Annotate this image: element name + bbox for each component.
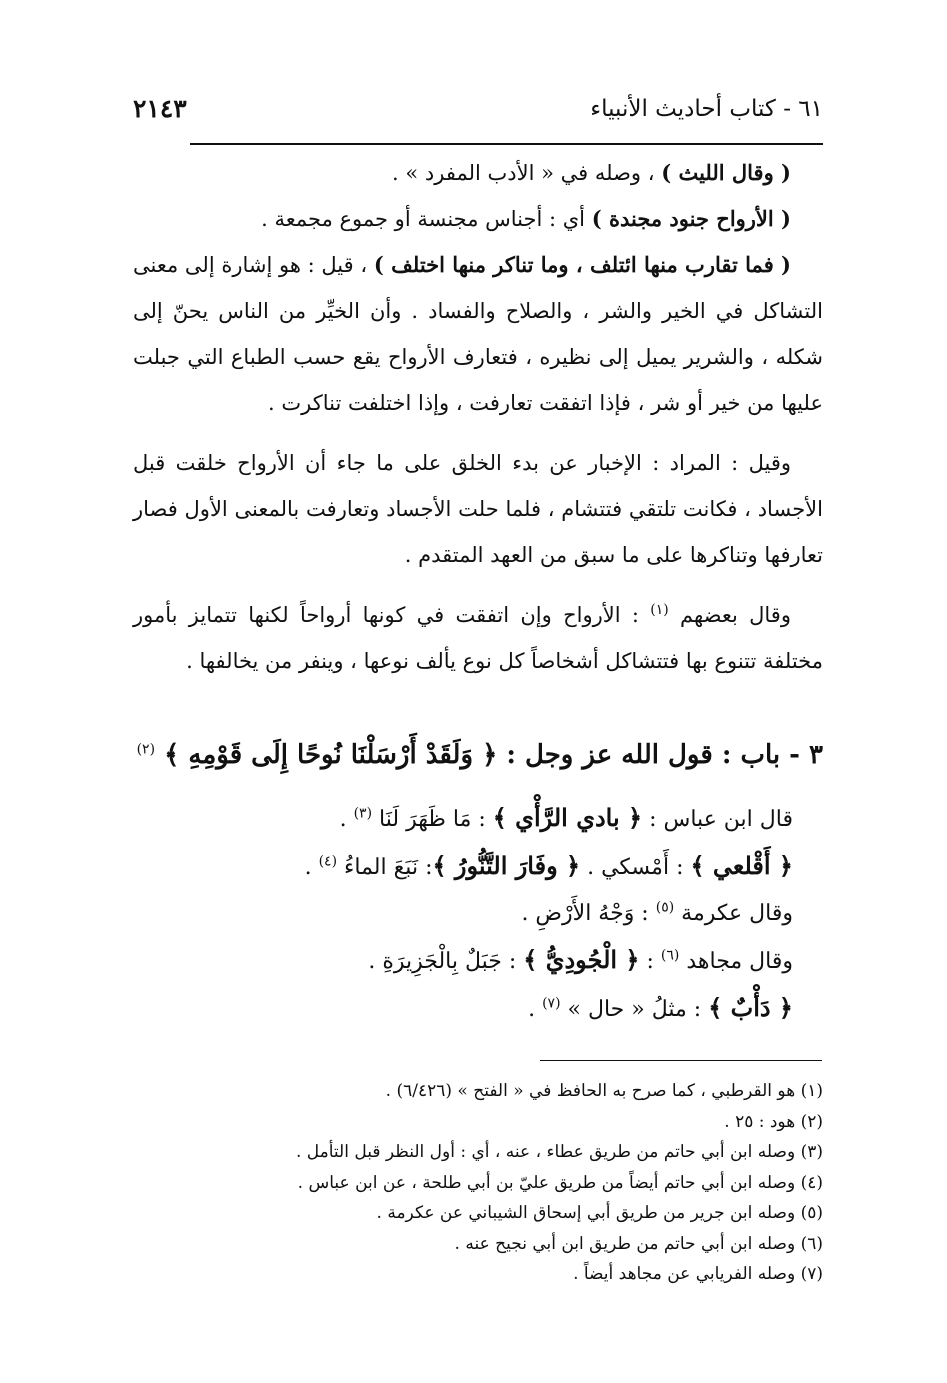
gloss-text: . [339, 807, 354, 832]
footnote-ref: (٦) [660, 947, 680, 964]
quoted-phrase: ( فما تقارب منها ائتلف ، وما تناكر منها اختلف ) [373, 252, 791, 277]
footnote-ref: (٢) [136, 741, 156, 758]
paragraph-3 [133, 242, 823, 426]
chapter-title: ٣ - باب : قول الله عز وجل : ﴿ وَلَقَدْ أَرْسَلْنَا نُوحًا إِلَى قَوْمِهِ ﴾ [164, 740, 823, 770]
paragraph-text: أي : أجناس مجنسة أو جموع مجمعة . [261, 207, 592, 231]
commentary-text [133, 150, 823, 684]
chapter-running-title: ٦١ - كتاب أحاديث الأنبياء [590, 96, 823, 122]
gloss-text: : أَمْسكي . [580, 855, 691, 880]
paragraph-text: ، وصله في « الأدب المفرد » . [392, 161, 662, 185]
quoted-phrase: ( وقال الليث ) [661, 160, 791, 185]
paragraph-text: ، قيل : هو إشارة إلى معنى التشاكل في الخير والشر ، والصلاح والفساد . وأن الخيِّر من الناس يحنّ إلى شكله ، والشرير يميل إلى نظيره ، فتعارف الأرواح يقع حسب الطباع التي جبلت عليها من خير أو شر ، فإذا اتفقت تعارفت ، وإذا اختلفت تناكرت . [133, 253, 823, 415]
gloss-text: . [304, 855, 319, 880]
gloss-line [133, 843, 793, 891]
quran-word: ﴿ أَقْلعي ﴾ [690, 851, 793, 880]
gloss-text: وقال عكرمة [674, 901, 793, 926]
footnote: (٤) وصله ابن أبي حاتم أيضاً من طريق عليّ بن أبي طلحة ، عن ابن عباس . [297, 1172, 823, 1193]
footnote-ref: (١) [650, 602, 669, 618]
gloss-text: : نَبَعَ الماءُ [337, 855, 433, 880]
gloss-text: وقال مجاهد [679, 949, 793, 974]
paragraph-4: وقيل : المراد : الإخبار عن بدء الخلق على ما جاء أن الأرواح خلقت قبل الأجساد ، فكانت تلتقي فتتشام ، فلما حلت الأجساد وتعارفت بالمعنى الأول فصار تعارفها وتناكرها على ما سبق من العهد المتقدم . [133, 451, 823, 567]
gloss-text: : مثلُ « حال » [560, 997, 709, 1022]
quran-word: ﴿ دَأْبٌ ﴾ [708, 993, 793, 1022]
footnote-ref: (٤) [318, 853, 338, 870]
gloss-line [133, 937, 793, 985]
gloss-line [133, 985, 793, 1033]
paragraph-text: : الأرواح وإن اتفقت في كونها أرواحاً لكنها تتمايز بأمور مختلفة تتنوع بها فتتشاكل أشخاصاً كل نوع يألف نوعها ، وينفر من يخالفها . [133, 603, 823, 673]
paragraph-text: وقال بعضهم [668, 603, 791, 627]
page-header [133, 96, 823, 136]
footnote-ref: (٧) [542, 995, 561, 1012]
paragraph-1 [133, 150, 823, 196]
footnotes [133, 1076, 823, 1290]
gloss-text: : [639, 949, 661, 974]
footnote: (٣) وصله ابن أبي حاتم من طريق عطاء ، عنه ، أي : أول النظر قبل التأمل . [295, 1142, 823, 1162]
gloss-text: قال ابن عباس : [642, 807, 793, 832]
quran-word: ﴿ بادي الرَّأْي ﴾ [492, 803, 643, 832]
footnote-ref: (٣) [353, 805, 373, 822]
paragraph-5 [133, 592, 823, 684]
footnote: (٢) هود : ٢٥ . [724, 1111, 823, 1132]
quran-word: ﴿ وفَارَ التَّنُّورُ ﴾ [432, 851, 581, 880]
header-divider [190, 143, 823, 145]
footnote-divider [540, 1060, 822, 1061]
page-number: ٢١٤٣ [133, 94, 187, 123]
footnote: (٥) وصله ابن جرير من طريق أبي إسحاق الشيباني عن عكرمة . [376, 1203, 823, 1223]
footnote: (١) هو القرطبي ، كما صرح به الحافظ في « الفتح » (٦/٤٢٦) . [385, 1081, 823, 1101]
quoted-phrase: ( الأرواح جنود مجندة ) [591, 206, 791, 231]
paragraph-2 [133, 196, 823, 242]
quran-word: ﴿ الْجُودِيُّ ﴾ [523, 945, 640, 974]
gloss-text: : وَجْهُ الأَرْضِ . [521, 901, 656, 926]
gloss-text: : مَا ظَهَرَ لَنَا [372, 807, 493, 832]
footnote: (٦) وصله ابن أبي حاتم من طريق ابن أبي نجيح عنه . [454, 1233, 823, 1254]
gloss-line [133, 795, 793, 843]
footnote: (٧) وصله الفريابي عن مجاهد أيضاً . [573, 1264, 823, 1284]
chapter-heading [133, 735, 823, 775]
gloss-line [133, 891, 793, 937]
gloss-list [133, 795, 793, 1033]
gloss-text: . [528, 997, 543, 1022]
footnote-ref: (٥) [655, 899, 675, 916]
gloss-text: : جَبَلٌ بِالْجَزِيرَةِ . [368, 949, 524, 974]
